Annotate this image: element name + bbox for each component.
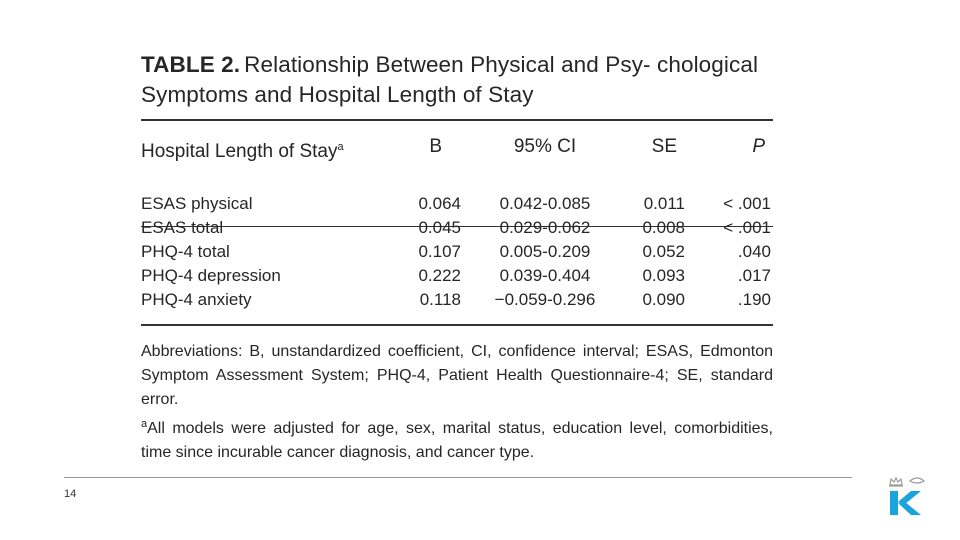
row-ci: 0.005-0.209 [499,242,591,261]
row-se: 0.093 [642,266,685,285]
table-figure [141,50,773,461]
row-p: .040 [737,242,771,261]
k-crown-logo-icon [884,472,928,518]
abbreviations-note: Abbreviations: B, unstandardized coefficient, CI, confidence interval; ESAS, Edmonton Symptom Assessment System; PHQ-4, Patient Health Questionnaire-4; SE, standard error. [141,343,773,408]
row-se: 0.090 [642,290,685,309]
row-b: 0.045 [418,218,461,237]
footnote-marker: a [141,418,148,430]
row-name: ESAS total [141,218,224,237]
row-b: 0.118 [419,290,461,309]
table-row [141,288,773,312]
crown-icon [889,478,924,486]
footnote [141,412,773,465]
table-row [141,216,773,240]
table-title-text: Relationship Between Physical and Psy- chological Symptoms and Hospital Length of Stay [141,52,759,107]
k-letter-icon [890,491,921,515]
row-se: 0.011 [643,194,685,213]
table-top-rule [141,119,773,121]
row-ci: 0.029-0.062 [499,218,591,237]
row-se: 0.052 [642,242,685,261]
row-ci: −0.059-0.296 [494,290,596,309]
header-b: B [429,136,442,157]
footnote-text: All models were adjusted for age, sex, marital status, education level, comorbidities, time since incurable cancer diagnosis, and cancer type. [141,420,773,461]
table-row [141,264,773,288]
row-name: ESAS physical [141,194,253,213]
row-name: PHQ-4 total [141,242,230,261]
table-title [141,50,773,110]
footer-divider [64,477,852,478]
row-p: < .001 [723,194,771,213]
table-title-label: TABLE 2. [141,52,241,77]
row-p: < .001 [723,218,771,237]
row-b: 0.107 [418,242,461,261]
row-b: 0.064 [418,194,461,213]
row-ci: 0.042-0.085 [499,194,591,213]
header-hospital-length-of-stay: Hospital Length of Stay$^a$ [141,141,344,162]
row-p: .190 [737,290,771,309]
row-b: 0.222 [418,266,461,285]
table-header-row [141,134,773,160]
row-p: .017 [737,266,771,285]
table-row [141,192,773,216]
header-se: SE [651,136,677,157]
page-number: 14 [64,488,77,500]
row-name: PHQ-4 depression [141,266,281,285]
row-name: PHQ-4 anxiety [141,290,252,309]
header-superscript: a [337,141,344,153]
row-se: 0.008 [642,218,685,237]
table-notes [141,340,773,465]
table-row [141,240,773,264]
row-ci: 0.039-0.404 [499,266,591,285]
header-p: P [752,136,765,157]
header-ci: 95% CI [513,136,577,157]
table-bottom-rule [141,324,773,326]
